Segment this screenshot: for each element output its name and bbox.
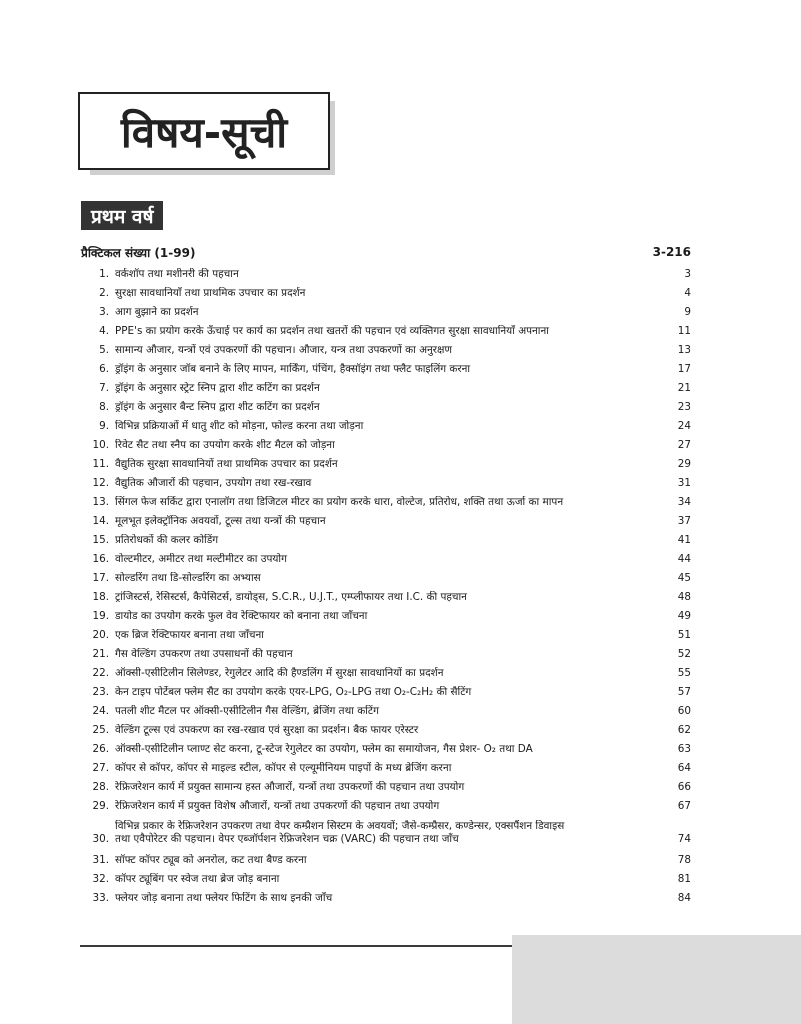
toc-entry [81,528,691,547]
entry-title: फ्लेयर जोड़ बनाना तथा फ्लेयर फिटिंग के साथ इनकी जाँच [115,892,333,904]
entry-number: 6. [99,363,109,375]
entry-page: 3 [684,268,691,280]
toc-entry [81,281,691,300]
toc-entry [81,642,691,661]
bottom-rule [80,945,520,947]
toc-entry [81,452,691,471]
entry-number: 30. [92,833,109,845]
table-of-contents [81,262,691,905]
toc-entry [81,414,691,433]
title-box [78,92,330,170]
section-header [81,242,691,262]
toc-entry [81,300,691,319]
entry-number: 16. [92,553,109,565]
entry-page: 29 [677,458,691,470]
entry-number: 1. [99,268,109,280]
entry-title: केन टाइप पोर्टेबल फ्लेम सैट का उपयोग करके एयर-LPG, O₂-LPG तथा O₂-C₂H₂ की सैटिंग [115,686,472,698]
entry-title: सॉफ्ट कॉपर ट्यूब को अनरोल, कट तथा बैण्ड करना [115,854,307,866]
entry-page: 60 [677,705,691,717]
entry-number: 5. [99,344,109,356]
entry-number: 21. [92,648,109,660]
entry-number: 31. [92,854,109,866]
entry-page: 34 [677,496,691,508]
entry-page: 4 [684,287,691,299]
toc-entry [81,433,691,452]
entry-title: प्रतिरोधकों की कलर कोडिंग [115,534,219,546]
entry-page: 11 [677,325,691,337]
entry-number: 4. [99,325,109,337]
entry-number: 26. [92,743,109,755]
entry-title: सोल्डरिंग तथा डि-सोल्डरिंग का अभ्यास [115,572,261,584]
entry-title-line: तथा एवैपोरेटर की पहचान। वेपर एब्जॉर्पशन रेफ्रिजरेशन चक्र (VARC) की पहचान तथा जाँच [115,833,459,845]
entry-page: 9 [684,306,691,318]
entry-page: 64 [677,762,691,774]
entry-number: 11. [92,458,109,470]
entry-number: 19. [92,610,109,622]
entry-number: 27. [92,762,109,774]
entry-title: वोल्टमीटर, अमीटर तथा मल्टीमीटर का उपयोग [115,553,287,565]
entry-number: 25. [92,724,109,736]
entry-title: विभिन्न प्रक्रियाओं में धातु शीट को मोड़ना, फोल्ड करना तथा जोड़ना [115,420,364,432]
entry-title: ड्रॉइंग के अनुसार स्ट्रेट स्निप द्वारा शीट कटिंग का प्रदर्शन [115,382,320,394]
toc-entry [81,471,691,490]
entry-title: रिवेट सैट तथा स्नैप का उपयोग करके शीट मैटल को जोड़ना [115,439,335,451]
entry-title: ऑक्सी-एसीटिलीन सिलेण्डर, रेगुलेटर आदि की हैण्डलिंग में सुरक्षा सावधानियों का प्रदर्शन [115,667,444,679]
entry-page: 48 [677,591,691,603]
entry-number: 9. [99,420,109,432]
entry-page: 31 [677,477,691,489]
toc-entry [81,547,691,566]
toc-entry [81,566,691,585]
toc-entry [81,699,691,718]
entry-number: 15. [92,534,109,546]
entry-title: कॉपर से कॉपर, कॉपर से माइल्ड स्टील, कॉपर से एल्यूमीनियम पाइपों के मध्य ब्रेजिंग करना [115,762,452,774]
entry-page: 45 [677,572,691,584]
entry-page: 84 [677,892,691,904]
entry-number: 22. [92,667,109,679]
entry-page: 49 [677,610,691,622]
entry-title: आग बुझाने का प्रदर्शन [115,306,199,318]
year-tag: प्रथम वर्ष [81,201,163,230]
entry-number: 18. [92,591,109,603]
toc-entry [81,813,691,848]
entry-title: मूलभूत इलेक्ट्रॉनिक अवयवों, टूल्स तथा यन्त्रों की पहचान [115,515,326,527]
entry-number: 29. [92,800,109,812]
entry-number: 2. [99,287,109,299]
toc-entry [81,357,691,376]
entry-title [115,820,651,846]
entry-page: 51 [677,629,691,641]
toc-entry [81,848,691,867]
entry-title: वैद्युतिक सुरक्षा सावधानियों तथा प्राथमिक उपचार का प्रदर्शन [115,458,338,470]
toc-entry [81,867,691,886]
toc-entry [81,886,691,905]
entry-page: 55 [677,667,691,679]
entry-number: 23. [92,686,109,698]
toc-entry [81,604,691,623]
entry-number: 12. [92,477,109,489]
toc-entry [81,661,691,680]
entry-title: ट्रांजिस्टर्स, रेसिस्टर्स, कैपेसिटर्स, डायोड्स, S.C.R., U.J.T., एम्प्लीफायर तथा I.C. की पहचान [115,591,467,603]
entry-page: 74 [677,833,691,845]
entry-title: पतली शीट मैटल पर ऑक्सी-एसीटिलीन गैस वेल्डिंग, ब्रेजिंग तथा कटिंग [115,705,379,717]
entry-page: 63 [677,743,691,755]
entry-title: डायोड का उपयोग करके फुल वेव रेक्टिफायर को बनाना तथा जाँचना [115,610,368,622]
toc-entry [81,376,691,395]
entry-title: रेफ्रिजरेशन कार्य में प्रयुक्त विशेष औजारों, यन्त्रों तथा उपकरणों की पहचान तथा उपयोग [115,800,440,812]
entry-page: 41 [677,534,691,546]
entry-number: 24. [92,705,109,717]
entry-page: 62 [677,724,691,736]
toc-entry [81,395,691,414]
section-pages: 3-216 [652,245,691,259]
entry-title: गैस वेल्डिंग उपकरण तथा उपसाधनों की पहचान [115,648,293,660]
entry-number: 14. [92,515,109,527]
entry-number: 8. [99,401,109,413]
toc-entry [81,338,691,357]
entry-page: 81 [677,873,691,885]
entry-title: ड्रॉइंग के अनुसार जॉब बनाने के लिए मापन, मार्किंग, पंचिंग, हैक्सॉइंग तथा फ्लैट फाइलिंग करना [115,363,471,375]
entry-number: 33. [92,892,109,904]
entry-title: रेफ्रिजरेशन कार्य में प्रयुक्त सामान्य हस्त औजारों, यन्त्रों तथा उपकरणों की पहचान तथा उपयोग [115,781,465,793]
entry-number: 20. [92,629,109,641]
corner-block [512,935,801,1024]
toc-entry [81,319,691,338]
entry-number: 13. [92,496,109,508]
entry-page: 27 [677,439,691,451]
entry-title: ड्रॉइंग के अनुसार बैन्ट स्निप द्वारा शीट कटिंग का प्रदर्शन [115,401,320,413]
toc-entry [81,509,691,528]
page-title: विषय-सूची [120,107,288,157]
entry-page: 21 [677,382,691,394]
toc-entry [81,262,691,281]
entry-title: वैद्युतिक औजारों की पहचान, उपयोग तथा रख-रखाव [115,477,312,489]
entry-title: वेल्डिंग टूल्स एवं उपकरण का रख-रखाव एवं सुरक्षा का प्रदर्शन। बैक फायर एरेस्टर [115,724,419,736]
entry-title: सिंगल फेज सर्किट द्वारा एनालॉग तथा डिजिटल मीटर का प्रयोग करके धारा, वोल्टेज, प्रतिरोध, शक्ति तथा ऊर्जा का मापन [115,496,564,508]
toc-entry [81,775,691,794]
entry-number: 10. [92,439,109,451]
toc-entry [81,623,691,642]
entry-title: एक ब्रिज रेक्टिफायर बनाना तथा जाँचना [115,629,264,641]
entry-number: 7. [99,382,109,394]
entry-page: 67 [677,800,691,812]
toc-entry [81,490,691,509]
toc-entry [81,794,691,813]
entry-number: 28. [92,781,109,793]
section-label: प्रैक्टिकल संख्या (1-99) [81,245,196,260]
entry-page: 13 [677,344,691,356]
entry-page: 37 [677,515,691,527]
entry-title: वर्कशॉप तथा मशीनरी की पहचान [115,268,239,280]
toc-entry [81,680,691,699]
toc-entry [81,585,691,604]
toc-entry [81,756,691,775]
entry-title: PPE's का प्रयोग करके ऊँचाई पर कार्य का प्रदर्शन तथा खतरों की पहचान एवं व्यक्तिगत सुरक्षा सावधानियाँ अपनाना [115,325,549,337]
entry-page: 66 [677,781,691,793]
entry-page: 78 [677,854,691,866]
toc-entry [81,718,691,737]
entry-title: ऑक्सी-एसीटिलीन प्लाण्ट सेट करना, टू-स्टेज रेगुलेटर का उपयोग, फ्लेम का समायोजन, गैस प्रेशर- O₂ तथा DA [115,743,533,755]
entry-number: 17. [92,572,109,584]
entry-page: 57 [677,686,691,698]
entry-page: 44 [677,553,691,565]
entry-title-line: विभिन्न प्रकार के रेफ्रिजरेशन उपकरण तथा वेपर कम्प्रैशन सिस्टम के अवयवों; जैसे-कम्प्रैसर, कण्डेन्सर, एक्सपैंशन डिवाइस [115,820,565,832]
entry-title: सुरक्षा सावधानियाँ तथा प्राथमिक उपचार का प्रदर्शन [115,287,306,299]
entry-page: 23 [677,401,691,413]
entry-number: 3. [99,306,109,318]
toc-entry [81,737,691,756]
entry-page: 24 [677,420,691,432]
entry-number: 32. [92,873,109,885]
entry-title: कॉपर ट्यूबिंग पर स्वेज तथा ब्रेज जोड़ बनाना [115,873,280,885]
entry-title: सामान्य औजार, यन्त्रों एवं उपकरणों की पहचान। औजार, यन्त्र तथा उपकरणों का अनुरक्षण [115,344,452,356]
entry-page: 52 [677,648,691,660]
entry-page: 17 [677,363,691,375]
